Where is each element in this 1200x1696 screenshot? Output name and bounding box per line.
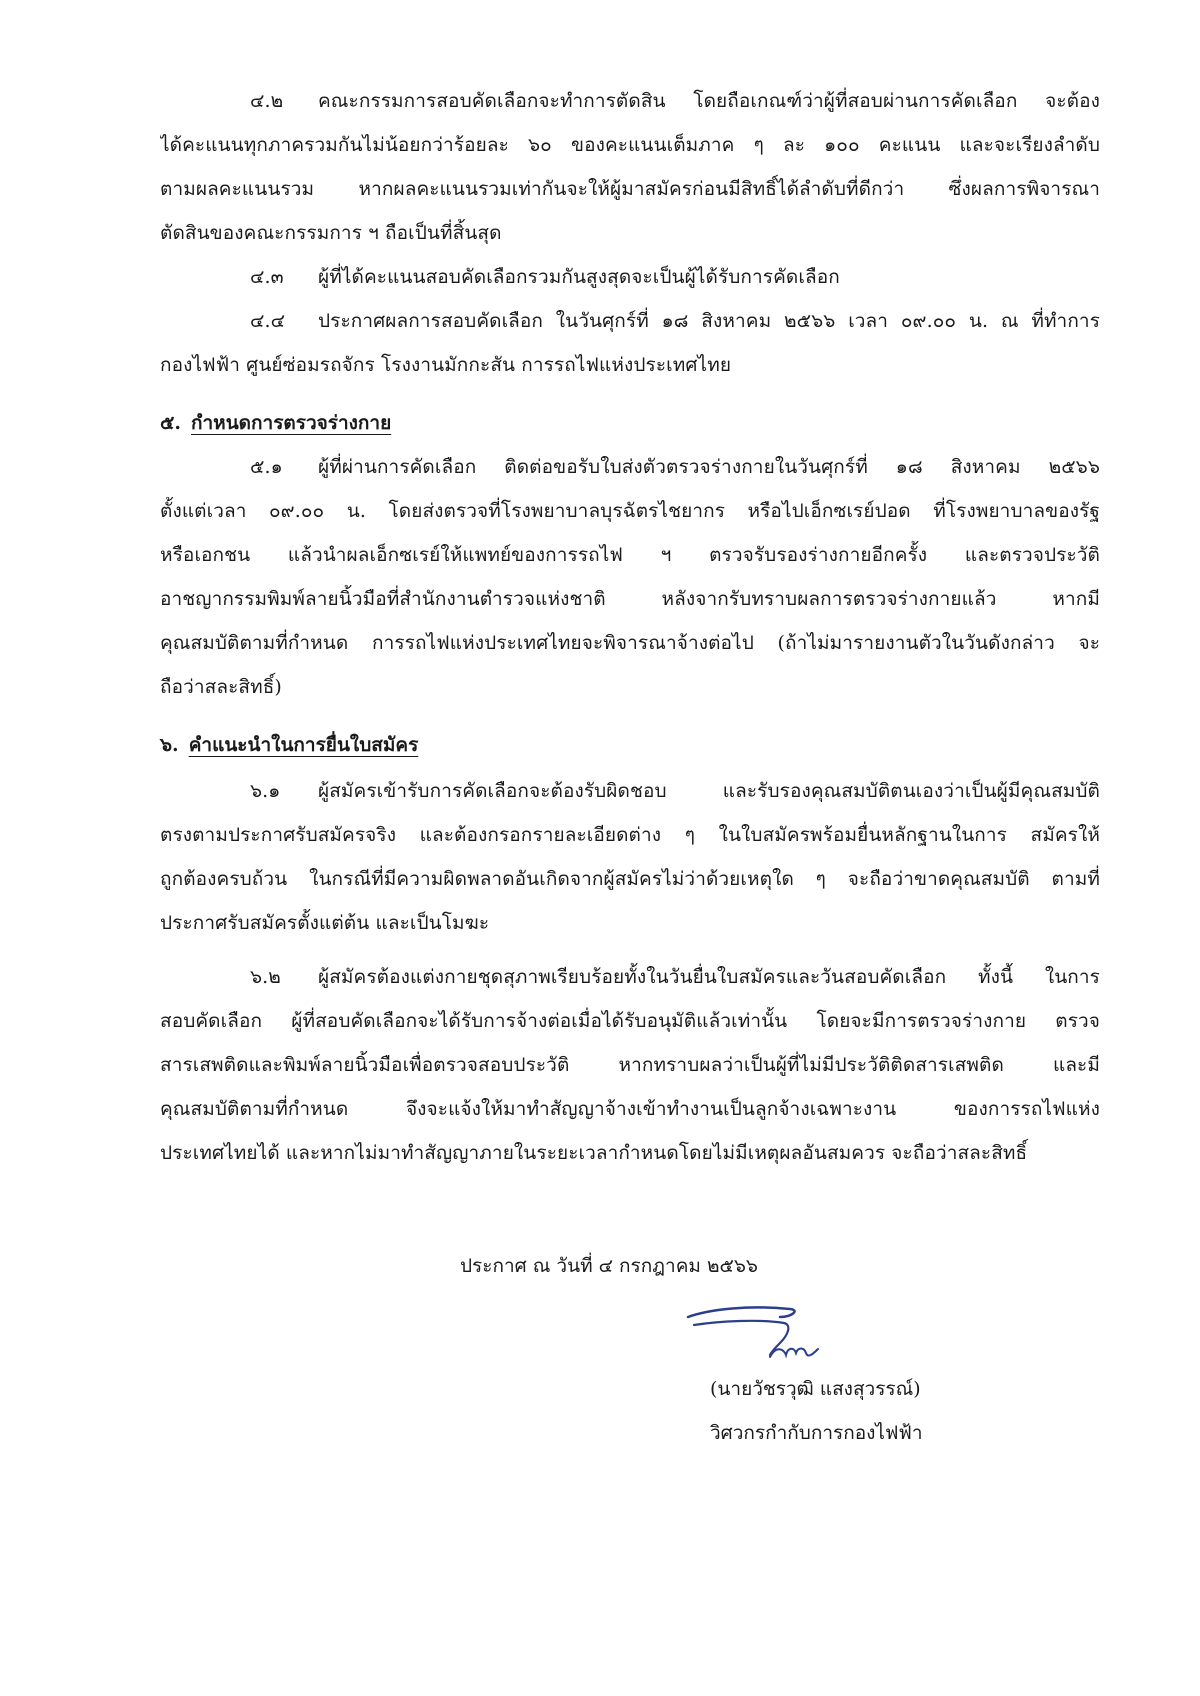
item-number: ๔.๔ <box>250 310 286 332</box>
announcement-date: ประกาศ ณ วันที่ ๔ กรกฎาคม ๒๕๖๖ <box>460 1255 758 1277</box>
signer-position: วิศวกรกำกับการกองไฟฟ้า <box>710 1422 923 1444</box>
section-4-2-line-3: ตามผลคะแนนรวม หากผลคะแนนรวมเท่ากันจะให้ผู้มาสมัครก่อนมีสิทธิ์ได้ลำดับที่ดีกว่า ซึ่งผลการพิจารณา <box>160 178 1100 200</box>
section-5-1-line-1: ๕.๑ ผู้ที่ผ่านการคัดเลือก ติดต่อขอรับใบส่งตัวตรวจร่างกายในวันศุกร์ที่ ๑๘ สิงหาคม ๒๕๖๖ <box>250 444 1100 490</box>
item-number: ๔.๒ <box>250 90 284 112</box>
section-4-3-line-1: ๔.๓ ผู้ที่ได้คะแนนสอบคัดเลือกรวมกันสูงสุดจะเป็นผู้ได้รับการคัดเลือก <box>250 254 1100 300</box>
section-6-1-line-1: ๖.๑ ผู้สมัครเข้ารับการคัดเลือกจะต้องรับผิดชอบ และรับรองคุณสมบัติตนเองว่าเป็นผู้มีคุณสมบัติ <box>250 768 1100 814</box>
section-5-1-line-3: หรือเอกชน แล้วนำผลเอ็กซเรย์ให้แพทย์ของการรถไฟ ฯ ตรวจรับรองร่างกายอีกครั้ง และตรวจประวัติ <box>160 544 1100 566</box>
section-5-title: กำหนดการตรวจร่างกาย <box>191 412 392 434</box>
section-4-2-line-4: ตัดสินของคณะกรรมการ ฯ ถือเป็นที่สิ้นสุด <box>160 222 502 244</box>
section-6-2-line-3: สารเสพติดและพิมพ์ลายนิ้วมือเพื่อตรวจสอบประวัติ หากทราบผลว่าเป็นผู้ที่ไม่มีประวัติติดสารเสพติด และมี <box>160 1054 1100 1076</box>
section-5-1-line-2: ตั้งแต่เวลา ๐๙.๐๐ น. โดยส่งตรวจที่โรงพยาบาลบุรฉัตรไชยากร หรือไปเอ็กซเรย์ปอด ที่โรงพยาบาลของรัฐ <box>160 500 1100 522</box>
section-4-2-line-1: ๔.๒ คณะกรรมการสอบคัดเลือกจะทำการตัดสิน โดยถือเกณฑ์ว่าผู้ที่สอบผ่านการคัดเลือก จะต้อง <box>250 78 1100 124</box>
section-6-heading: ๖. คำแนะนำในการยื่นใบสมัคร <box>160 734 419 756</box>
section-5-heading: ๕. กำหนดการตรวจร่างกาย <box>160 412 392 434</box>
section-5-1-line-5: คุณสมบัติตามที่กำหนด การรถไฟแห่งประเทศไทยจะพิจารณาจ้างต่อไป (ถ้าไม่มารายงานตัวในวันดังกล่าว จะ <box>160 632 1100 654</box>
section-5-1-line-6: ถือว่าสละสิทธิ์) <box>160 676 282 698</box>
section-5-1-line-4: อาชญากรรมพิมพ์ลายนิ้วมือที่สำนักงานตำรวจแห่งชาติ หลังจากรับทราบผลการตรวจร่างกายแล้ว หากมี <box>160 588 1100 610</box>
section-6-title: คำแนะนำในการยื่นใบสมัคร <box>188 734 419 756</box>
item-number: ๖.๒ <box>250 966 281 988</box>
section-6-2-line-4: คุณสมบัติตามที่กำหนด จึงจะแจ้งให้มาทำสัญญาจ้างเข้าทำงานเป็นลูกจ้างเฉพาะงาน ของการรถไฟแห่ง <box>160 1098 1100 1120</box>
signature-image <box>680 1295 830 1370</box>
section-4-2-line-2: ได้คะแนนทุกภาครวมกันไม่น้อยกว่าร้อยละ ๖๐ ของคะแนนเต็มภาค ๆ ละ ๑๐๐ คะแนน และจะเรียงลำดับ <box>160 134 1100 156</box>
section-6-2-line-1: ๖.๒ ผู้สมัครต้องแต่งกายชุดสุภาพเรียบร้อยทั้งในวันยื่นใบสมัครและวันสอบคัดเลือก ทั้งนี้ ในการ <box>250 954 1100 1000</box>
section-6-1-line-4: ประกาศรับสมัครตั้งแต่ต้น และเป็นโมฆะ <box>160 912 490 934</box>
signer-name: (นายวัชรวุฒิ แสงสุวรรณ์) <box>710 1378 921 1400</box>
section-4-4-line-2: กองไฟฟ้า ศูนย์ซ่อมรถจักร โรงงานมักกะสัน การรถไฟแห่งประเทศไทย <box>160 354 732 376</box>
section-6-2-line-2: สอบคัดเลือก ผู้ที่สอบคัดเลือกจะได้รับการจ้างต่อเมื่อได้รับอนุมัติแล้วเท่านั้น โดยจะมีการตรวจร่างกาย ตรวจ <box>160 1010 1100 1032</box>
section-6-1-line-3: ถูกต้องครบถ้วน ในกรณีที่มีความผิดพลาดอันเกิดจากผู้สมัครไม่ว่าด้วยเหตุใด ๆ จะถือว่าขาดคุณสมบัติ ตามที่ <box>160 868 1100 890</box>
section-4-4-line-1: ๔.๔ ประกาศผลการสอบคัดเลือก ในวันศุกร์ที่ ๑๘ สิงหาคม ๒๕๖๖ เวลา ๐๙.๐๐ น. ณ ที่ทำการ <box>250 298 1100 344</box>
section-6-1-line-2: ตรงตามประกาศรับสมัครจริง และต้องกรอกรายละเอียดต่าง ๆ ในใบสมัครพร้อมยื่นหลักฐานในการ สมัครให้ <box>160 824 1100 846</box>
item-number: ๔.๓ <box>250 266 284 288</box>
item-number: ๖.๑ <box>250 780 281 802</box>
item-number: ๕.๑ <box>250 456 283 478</box>
section-6-2-line-5: ประเทศไทยได้ และหากไม่มาทำสัญญาภายในระยะเวลากำหนดโดยไม่มีเหตุผลอันสมควร จะถือว่าสละสิทธิ์ <box>160 1142 1028 1164</box>
